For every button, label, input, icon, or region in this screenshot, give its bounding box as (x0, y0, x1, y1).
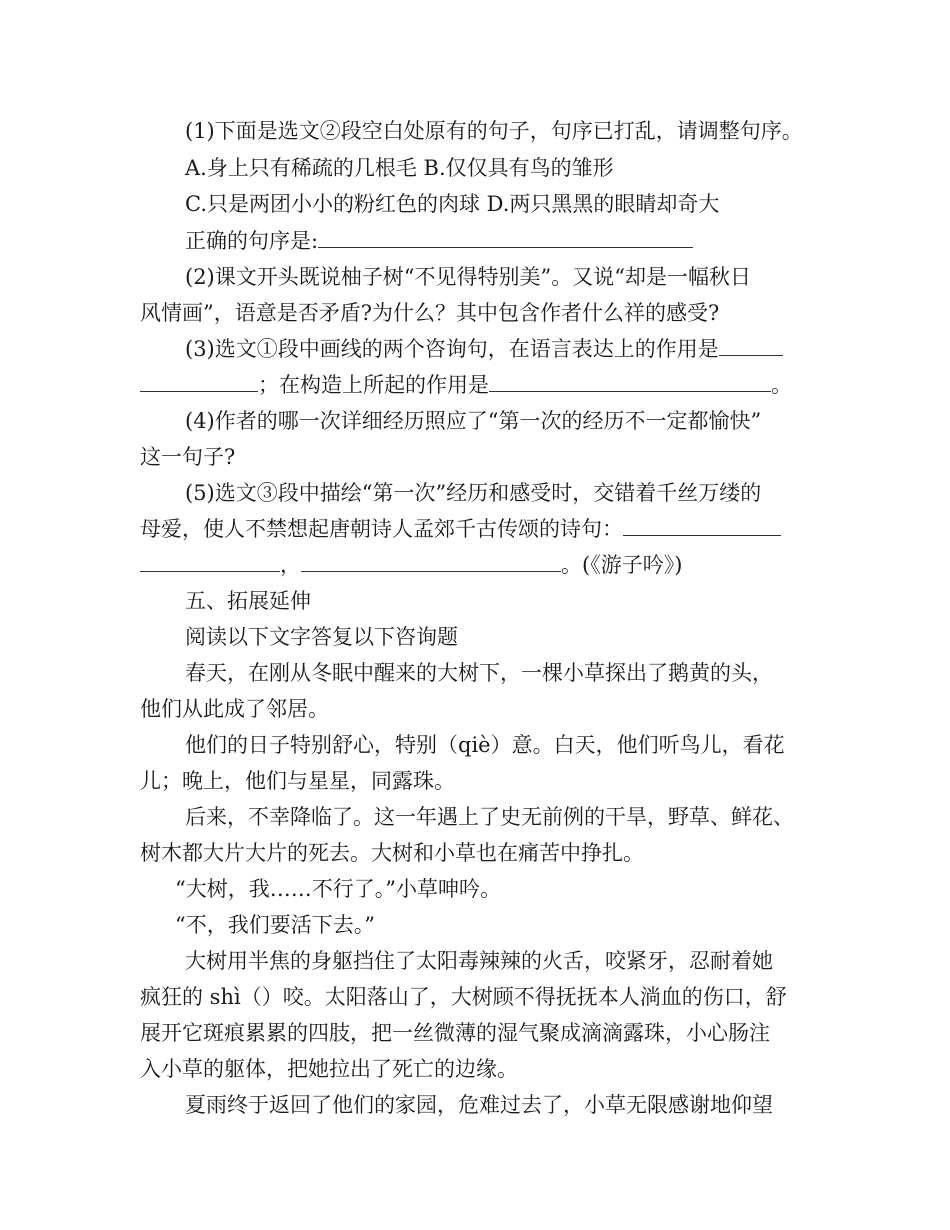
text-line: 阅读以下文字答复以下咨询题 (185, 625, 458, 649)
text-line: “不，我们要活下去。” (175, 913, 375, 937)
passage-line (175, 871, 950, 907)
passage-line (185, 799, 950, 835)
answer-blank[interactable] (318, 225, 693, 248)
answer-blank[interactable] (489, 369, 771, 392)
question-1-options-cd (185, 186, 950, 222)
answer-blank[interactable] (140, 369, 258, 392)
question-3-line-1 (185, 331, 950, 367)
text-line: (3)选文①段中画线的两个咨询句，在语言表达上的作用是 (185, 337, 719, 361)
text-line: (5)选文③段中描绘“第一次”经历和感受时，交错着千丝万缕的 (185, 481, 762, 505)
text-line: 风情画”，语意是否矛盾?为什么？其中包含作者什么祥的感受? (140, 301, 720, 325)
text-line: 。 (771, 373, 792, 397)
text-line: 儿；晚上，他们与星星，同露珠。 (140, 769, 455, 793)
text-line: A.身上只有稀疏的几根毛 B.仅仅具有鸟的雏形 (185, 156, 614, 180)
text-line: (2)课文开头既说柚子树“不见得特别美”。又说“却是一幅秋日 (185, 265, 751, 289)
passage-line (140, 835, 950, 871)
question-2-line-2 (140, 295, 950, 331)
text-line: 展开它斑痕累累的四肢，把一丝微薄的湿气聚成滴滴露珠，小心肠注 (140, 1021, 770, 1045)
passage-line (185, 655, 950, 691)
question-5-line-3 (140, 547, 950, 583)
passage-line (140, 979, 950, 1015)
section-instruction (185, 619, 950, 655)
text-line: 疯狂的 shì（）咬。太阳落山了，大树顾不得抚抚本人淌血的伤口，舒 (140, 985, 787, 1009)
question-1-answer-line (185, 223, 950, 259)
passage-line (140, 691, 950, 727)
text-line: “大树，我……不行了。”小草呻吟。 (175, 877, 501, 901)
text-line: 他们的日子特别舒心，特别（qiè）意。白天，他们听鸟儿，看花 (185, 733, 785, 757)
answer-blank[interactable] (301, 549, 561, 572)
answer-blank[interactable] (719, 333, 783, 356)
question-4-line-1 (185, 403, 950, 439)
answer-blank[interactable] (623, 513, 781, 536)
answer-blank[interactable] (140, 549, 280, 572)
text-line: (1)下面是选文②段空白处原有的句子，句序已打乱，请调整句序。 (185, 119, 803, 143)
section-heading (185, 583, 950, 619)
text-line: 夏雨终于返回了他们的家园，危难过去了，小草无限感谢地仰望 (185, 1093, 773, 1117)
text-line: ， (280, 553, 301, 577)
text-line: 入小草的躯体，把她拉出了死亡的边缘。 (140, 1057, 518, 1081)
passage-line (140, 1015, 950, 1051)
text-line: 大树用半焦的身躯挡住了太阳毒辣辣的火舌，咬紧牙，忍耐着她 (185, 949, 773, 973)
text-line: 树木都大片大片的死去。大树和小草也在痛苦中挣扎。 (140, 841, 644, 865)
question-4-line-2 (140, 439, 950, 475)
question-1-prompt (185, 113, 950, 149)
question-1-options-ab (185, 150, 950, 186)
text-line: 他们从此成了邻居。 (140, 697, 329, 721)
text-line: 。(《游子吟》) (561, 553, 683, 577)
question-5-line-2 (140, 511, 950, 547)
text-line: ；在构造上所起的作用是 (258, 373, 489, 397)
passage-line (185, 943, 950, 979)
question-5-line-1 (185, 475, 950, 511)
question-2-line-1 (185, 259, 950, 295)
passage-line (140, 1051, 950, 1087)
passage-line (140, 763, 950, 799)
text-line: 后来，不幸降临了。这一年遇上了史无前例的干旱，野草、鲜花、 (185, 805, 794, 829)
text-line: 春天，在刚从冬眠中醒来的大树下，一棵小草探出了鹅黄的头， (185, 661, 773, 685)
question-3-line-2 (140, 367, 950, 403)
passage-line (175, 907, 950, 943)
text-line: (4)作者的哪一次详细经历照应了“第一次的经历不一定都愉快” (185, 409, 762, 433)
passage-line (185, 727, 950, 763)
text-line: C.只是两团小小的粉红色的肉球 D.两只黑黑的眼睛却奇大 (185, 192, 720, 216)
text-line: 五、拓展延伸 (185, 589, 311, 613)
text-line: 正确的句序是: (185, 229, 319, 253)
text-line: 这一句子? (140, 445, 236, 469)
text-line: 母爱，使人不禁想起唐朝诗人孟郊千古传颂的诗句： (140, 517, 623, 541)
passage-line (185, 1087, 950, 1123)
